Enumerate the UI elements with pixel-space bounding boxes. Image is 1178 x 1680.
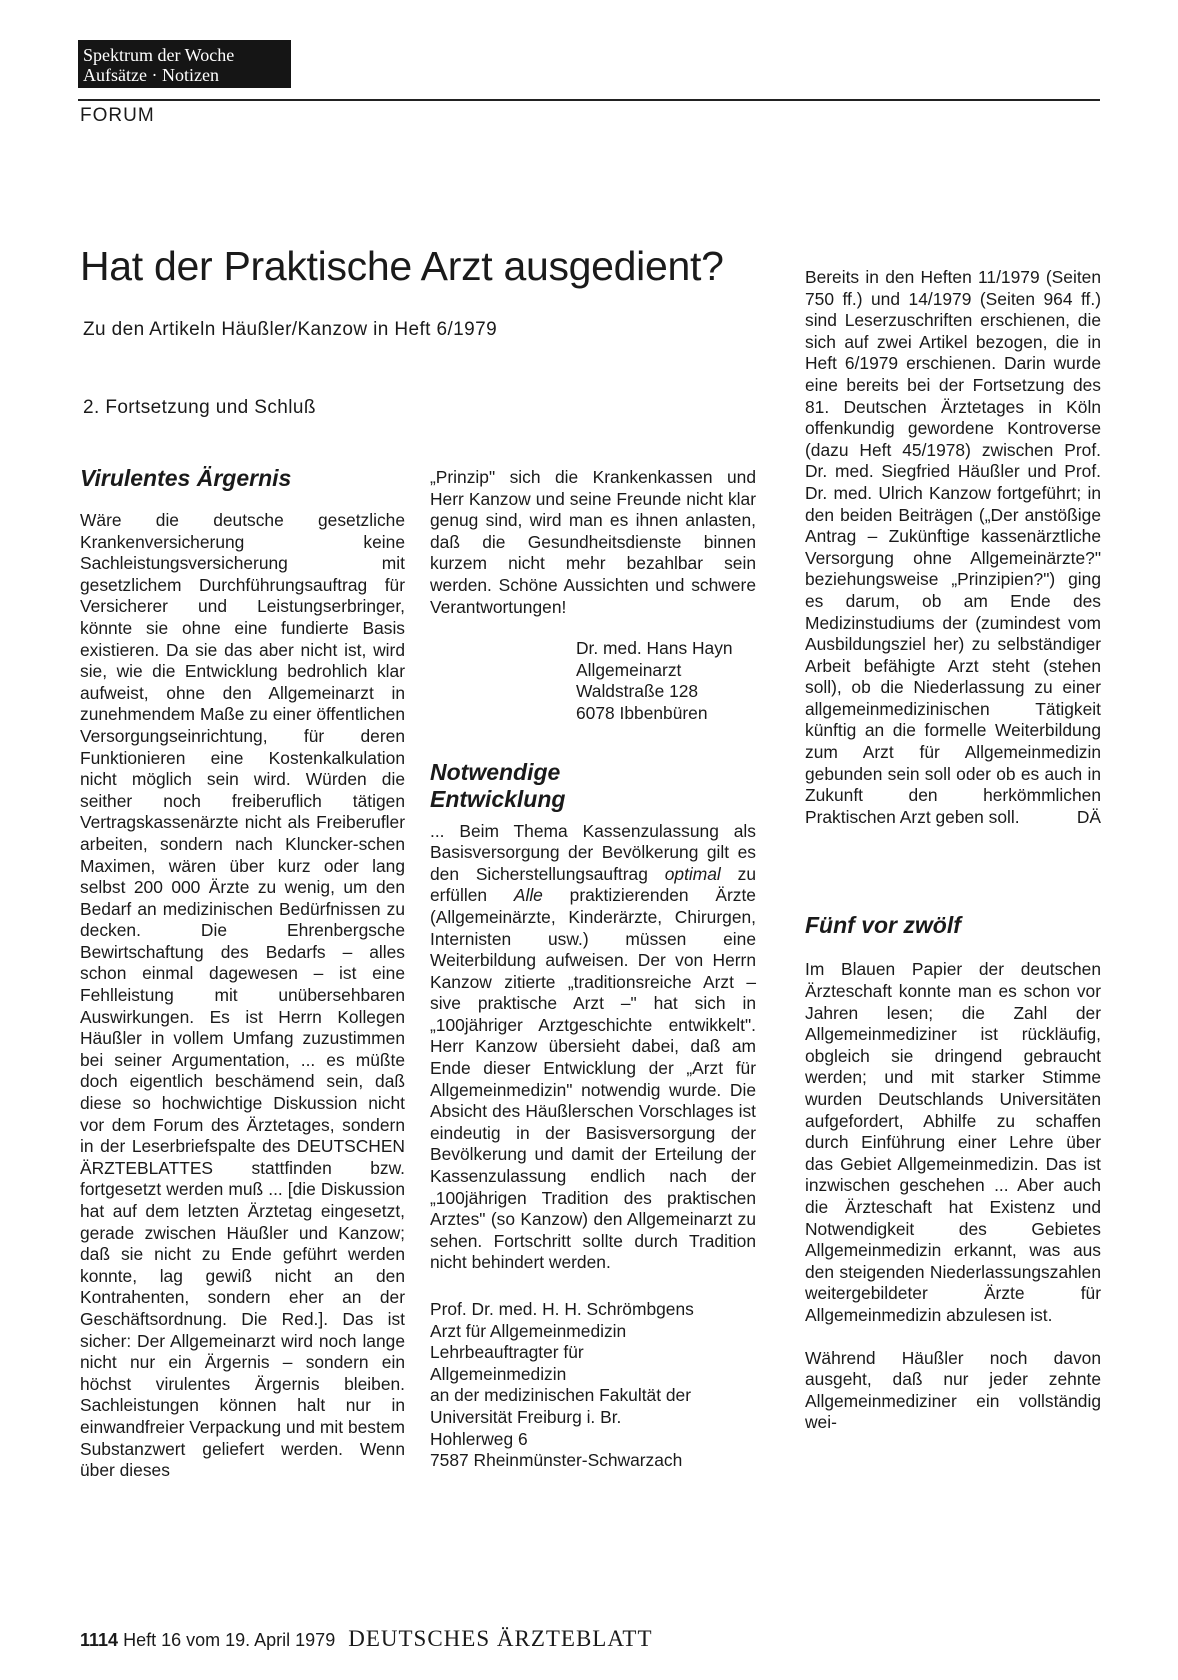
banner-line-1: Spektrum der Woche xyxy=(83,45,235,65)
letter-1-continuation: „Prinzip" sich die Krankenkassen und Herr Kanzow und seine Freunde nicht klar genug sind, wird man es ihnen anlasten, daß die Gesundheitsdienste binnen kurzem nicht mehr bezahlbar sein werden. Schöne Aussichten und schwere Verantwortungen! xyxy=(430,467,756,617)
section-banner xyxy=(78,40,291,88)
column-1 xyxy=(80,465,405,1482)
header-rule xyxy=(78,99,1100,101)
address-line: 7587 Rheinmünster-Schwarzach xyxy=(430,1450,683,1471)
emphasis-alle: Alle xyxy=(513,885,543,906)
column-3 xyxy=(805,267,1101,1434)
column-2 xyxy=(430,467,756,1472)
journal-name: DEUTSCHES ÄRZTEBLATT xyxy=(348,1626,653,1651)
address-line: Allgemeinmedizin xyxy=(430,1363,567,1384)
letter-3-paragraph-1: Im Blauen Papier der deutschen Ärzteschaft konnte man es schon vor Jahren lesen; die Zahl der Allgemeinmediziner ist rückläufig, obgleich sie dringend gebraucht werden; und mit starker Stimme wurden Deutschlands Universitäten aufgefordert, Abhilfe zu schaffen durch Einführung einer Lehre über das Gebiet Allgemeinmedizin. Das ist inzwischen geschehen ... Aber auch die Ärzteschaft hat Existenz und Notwendigkeit des Gebietes Allgemeinmedizin erkannt, was aus den steigenden Niederlassungszahlen weitergebildeter Ärzte für Allgemeinmedizin abzulesen ist. xyxy=(805,959,1101,1325)
emphasis-optimal: optimal xyxy=(664,863,721,884)
editorial-note: Bereits in den Heften 11/1979 (Seiten 750 ff.) und 14/1979 (Seiten 964 ff.) sind Leserzuschriften erschienen, die sich auf zwei Artikel bezogen, die in Heft 6/1979 erschienen. Darin wurde eine bereits bei der Fortsetzung des 81. Deutschen Ärztetages in Köln offenkundig gewordene Kontroverse (dazu Heft 45/1978) zwischen Prof. Dr. med. Siegfried Häußler und Prof. Dr. med. Ulrich Kanzow fortgeführt; in den beiden Beiträgen („Der anstößige Antrag – Zukünftige kassenärztliche Versorgung ohne Allgemeinärzte?" beziehungsweise „Prinzipien?") ging es darum, ob am Ende des Medizinstudiums der (zumindest vom Ausbildungsziel her) zu selbständiger Arbeit befähigte Arzt steht (stehen soll), ob die Niederlassung zu einer allgemeinmedizinischen Tätigkeit künftig an die formelle Weiterbildung zum Arzt für Allgemeinmedizin gebunden sein soll oder ob es auch in Zukunft den herkömmlichen Praktischen Arzt geben soll. DÄ xyxy=(805,267,1101,827)
issue-info: Heft 16 vom 19. April 1979 xyxy=(123,1630,336,1650)
article-title: Hat der Praktische Arzt ausgedient? xyxy=(80,243,724,289)
address-line: an der medizinischen Fakultät der xyxy=(430,1385,691,1406)
page-footer xyxy=(80,1626,653,1652)
letter-2-heading-line-1: Notwendige xyxy=(430,758,561,785)
section-label: FORUM xyxy=(80,105,155,126)
letter-3-paragraph-2: Während Häußler noch davon ausgeht, daß nur jeder zehnte Allgemeinmediziner ein vollständig wei- xyxy=(805,1347,1101,1433)
letter-2-heading-line-2: Entwicklung xyxy=(430,785,566,812)
article-subtitle: Zu den Artikeln Häußler/Kanzow in Heft 6/1979 xyxy=(83,319,498,340)
letter-1-body: Wäre die deutsche gesetzliche Krankenversicherung keine Sachleistungsversicherung mit gesetzlichem Durchführungsauftrag für Versicherer und Leistungserbringer, könnte sie ohne eine fundierte Basis existieren. Da sie das aber nicht ist, wird sie, wie die Entwicklung bedrohlich klar aufweist, ohne den Allgemeinarzt in zunehmendem Maße zu einer öffentlichen Versorgungseinrichtung, für deren Funktionieren eine Kostenkalkulation nicht möglich sein wird. Würden die seither noch freiberuflich tätigen Vertragskassenärzte nicht als Freiberufler arbeiten, sondern nach Kluncker-schen Maximen, wären über kurz oder lang selbst 200 000 Ärzte zu wenig, um den Bedarf an medizinischen Bedürfnissen zu decken. Die Ehrenbergsche Bewirtschaftung des Bedarfs – alles schon einmal dagewesen – ist eine Fehlleistung mit unübersehbaren Auswirkungen. Es ist Herrn Kollegen Häußler in vollem Umfang zuzustimmen bei seiner Argumentation, ... es müßte doch eigentlich beschämend sein, daß diese so hochwichtige Diskussion nicht vor dem Forum des Ärztetages, sondern in der Leserbriefspalte des DEUTSCHEN ÄRZTEBLATTES stattfinden bzw. fortgesetzt werden muß ... [die Diskussion hat auf dem letzten Ärztetag eingesetzt, gerade zwischen Häußler und Kanzow; daß sie nicht zu Ende geführt werden konnte, lag gewiß nicht an den Kontrahenten, sondern eher an der Geschäftsordnung. Die Red.]. Das ist sicher: Der Allgemeinarzt wird noch lange nicht nur ein Ärgernis – sondern ein höchst virulentes Ärgernis bleiben. Sachleistungen können halt nur in einwandfreier Verpackung und mit bestem Substanzwert geliefert werden. Wenn über dieses xyxy=(80,510,405,1481)
letter-2-heading xyxy=(430,759,756,813)
letter-2-address xyxy=(430,1299,756,1472)
signature-line: Allgemeinarzt xyxy=(576,659,682,680)
banner-line-2: Aufsätze · Notizen xyxy=(83,65,219,85)
continuation-note: 2. Fortsetzung und Schluß xyxy=(83,397,316,418)
letter-1-signature xyxy=(430,638,756,724)
signature-line: 6078 Ibbenbüren xyxy=(576,702,708,723)
letter-3-heading: Fünf vor zwölf xyxy=(805,912,961,939)
address-line: Prof. Dr. med. H. H. Schrömbgens xyxy=(430,1299,694,1319)
address-line: Universität Freiburg i. Br. xyxy=(430,1406,622,1427)
signature-line: Dr. med. Hans Hayn xyxy=(576,638,733,659)
editor-initials: DÄ xyxy=(1076,806,1101,827)
signature-line: Waldstraße 128 xyxy=(576,681,699,702)
address-line: Lehrbeauftragter für xyxy=(430,1342,584,1363)
letter-2-body: ... Beim Thema Kassenzulassung als Basisversorgung der Bevölkerung gilt es den Sicherstellungsauftrag optimal zu erfüllen Alle praktizierenden Ärzte (Allgemeinärzte, Kinderärzte, Chirurgen, Internisten usw.) müssen eine Weiterbildung aufweisen. Der von Herrn Kanzow zitierte „traditionsreiche Arzt – sive praktische Arzt –" hat sich in „100jähriger Arztgeschichte entwikkelt". Herr Kanzow übersieht dabei, daß am Ende dieser Entwicklung der „Arzt für Allgemeinmedizin" notwendig wurde. Die Absicht des Häußlerschen Vorschlages ist eindeutig in der Basisversorgung der Bevölkerung und damit der Erteilung der Kassenzulassung endlich nach der „100jährigen Tradition des praktischen Arztes" (so Kanzow) den Allgemeinarzt zu sehen. Fortschritt sollte durch Tradition nicht behindert werden. xyxy=(430,820,756,1273)
letter-1-heading: Virulentes Ärgernis xyxy=(80,465,292,491)
address-line: Arzt für Allgemeinmedizin xyxy=(430,1320,627,1341)
page-number: 1114 xyxy=(80,1630,119,1650)
address-line: Hohlerweg 6 xyxy=(430,1428,528,1449)
